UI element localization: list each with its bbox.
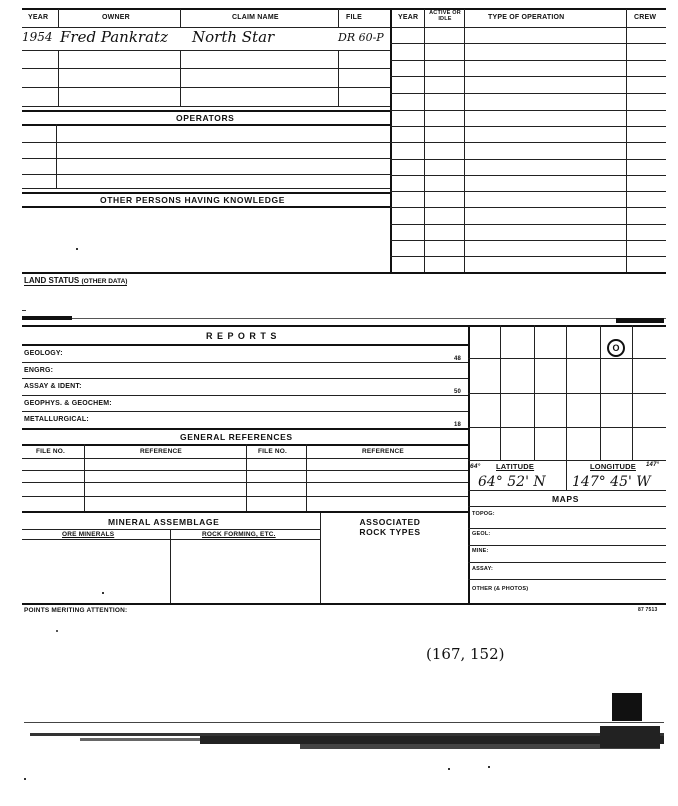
col-ore-minerals: ORE MINERALS: [62, 531, 115, 538]
report-label: GEOLOGY:: [24, 350, 63, 357]
maps-title: MAPS: [552, 494, 579, 504]
map-row-label: MINE:: [472, 548, 489, 554]
entry-file: DR 60-P: [338, 31, 384, 44]
map-row-label: OTHER (& PHOTOS): [472, 586, 529, 592]
general-references-title: GENERAL REFERENCES: [180, 432, 293, 442]
report-number: 50: [454, 389, 462, 395]
col-rock-forming: ROCK FORMING, ETC.: [202, 531, 276, 538]
col-reference: REFERENCE: [140, 448, 182, 455]
report-label: GEOPHYS. & GEOCHEM:: [24, 400, 112, 407]
report-number: 18: [454, 422, 462, 428]
header-type-of-operation: TYPE OF OPERATION: [488, 14, 565, 21]
land-status-label: LAND STATUS (OTHER DATA): [24, 276, 128, 285]
entry-owner: Fred Pankratz: [60, 28, 168, 46]
map-row-label: ASSAY:: [472, 566, 494, 572]
map-row-label: TOPOG:: [472, 511, 495, 517]
col-file-no: FILE NO.: [36, 448, 66, 455]
associated-rock-types-title: ASSOCIATED ROCK TYPES: [359, 517, 421, 537]
report-label: METALLURGICAL:: [24, 416, 89, 423]
header-year: YEAR: [28, 14, 49, 21]
report-label: ENGRG:: [24, 367, 54, 374]
entry-year: 1954: [22, 30, 53, 44]
header-crew: CREW: [634, 14, 657, 21]
lat-prefix: 64°: [470, 463, 481, 470]
handwritten-annotation: (167, 152): [426, 645, 505, 663]
col-file-no-2: FILE NO.: [258, 448, 288, 455]
longitude-label: LONGITUDE: [590, 462, 636, 471]
header-file: FILE: [346, 14, 362, 21]
longitude-value: 147° 45' W: [572, 474, 651, 490]
report-number: 48: [454, 356, 462, 362]
map-row-label: GEOL:: [472, 531, 491, 537]
header-year-2: YEAR: [398, 14, 419, 21]
points-meriting-attention-label: POINTS MERITING ATTENTION:: [24, 607, 128, 614]
mineral-assemblage-title: MINERAL ASSEMBLAGE: [108, 517, 220, 527]
reports-title: R E P O R T S: [206, 331, 278, 341]
header-claim-name: CLAIM NAME: [232, 14, 279, 21]
operators-label: OPERATORS: [176, 113, 235, 123]
report-label: ASSAY & IDENT:: [24, 383, 82, 390]
header-active-or-idle: ACTIVE OR IDLE: [429, 10, 461, 22]
other-persons-label: OTHER PERSONS HAVING KNOWLEDGE: [100, 195, 286, 205]
circled-mark: O: [607, 339, 625, 357]
latitude-label: LATITUDE: [496, 462, 535, 471]
header-owner: OWNER: [102, 14, 130, 21]
col-reference-2: REFERENCE: [362, 448, 404, 455]
form-number: 87 7513: [638, 607, 658, 613]
lon-suffix: 147°: [646, 462, 660, 468]
entry-claim-name: North Star: [192, 28, 275, 46]
latitude-value: 64° 52' N: [478, 474, 546, 490]
